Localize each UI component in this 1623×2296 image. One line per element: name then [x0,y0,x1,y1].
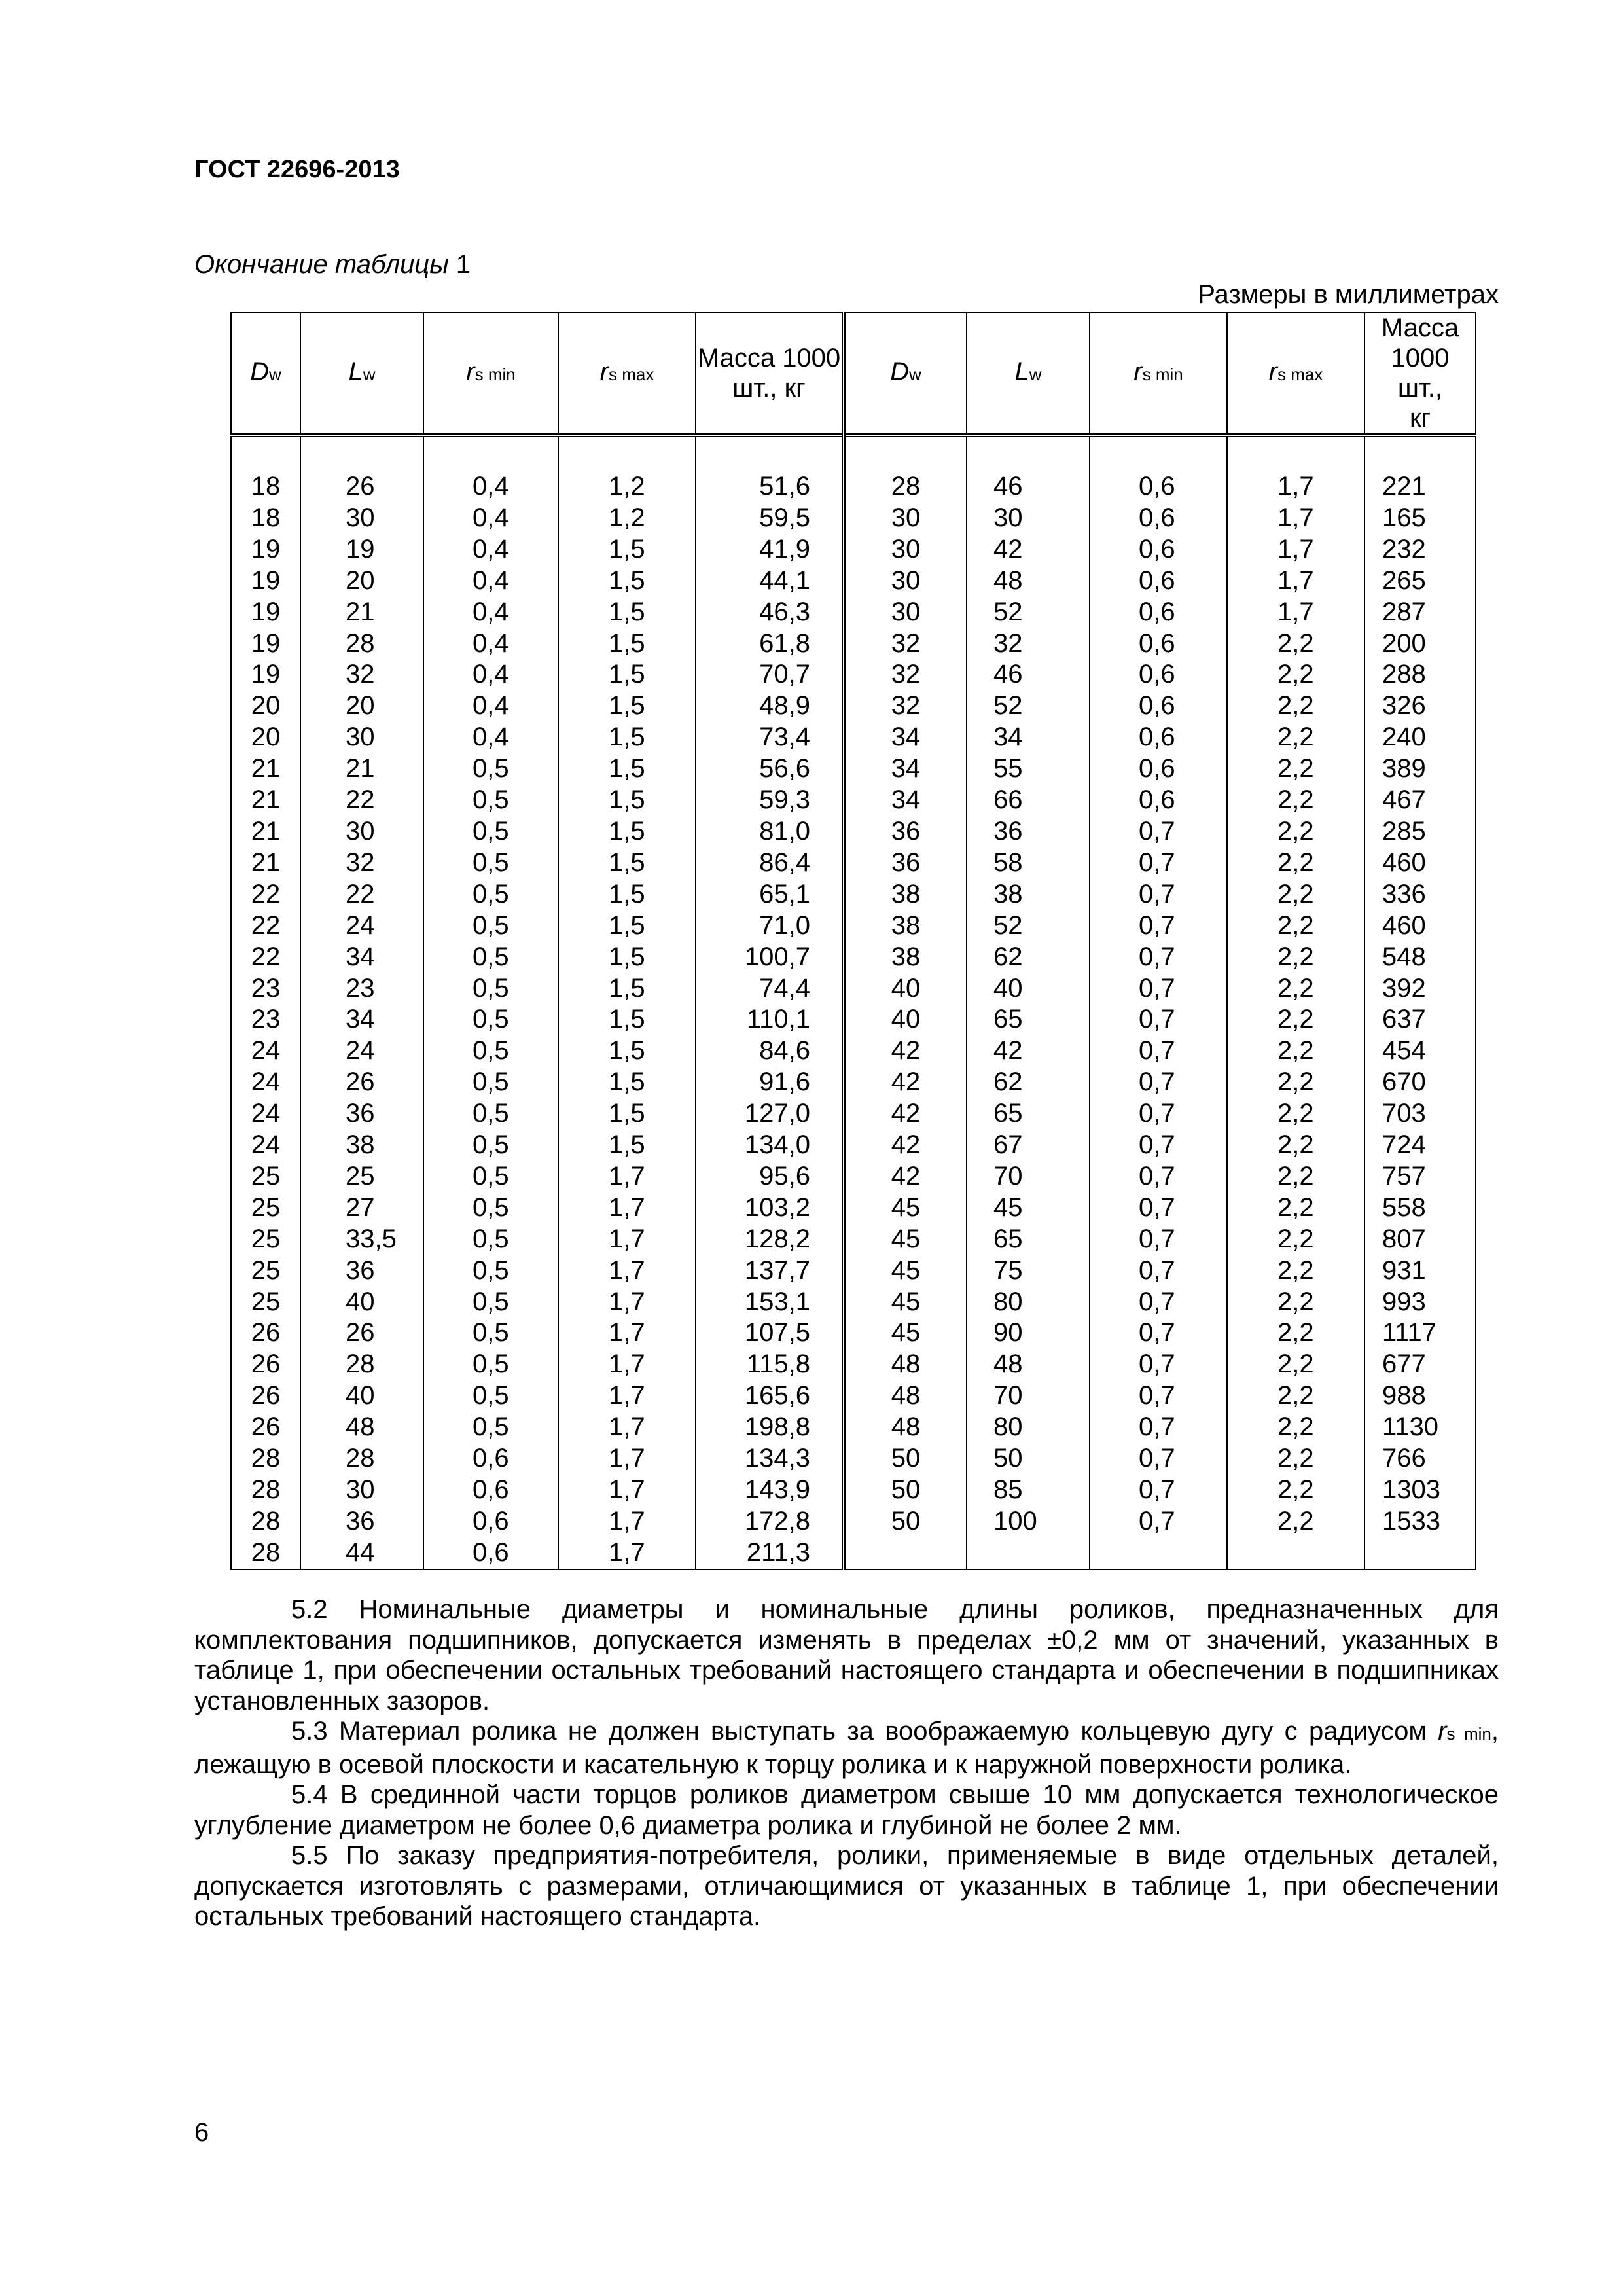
table-body-row [231,435,1476,1570]
header-mass-right: Масса 1000 шт., кг [1364,312,1476,435]
header-mass-left: Масса 1000 шт., кг [696,312,844,435]
header-dw-left: Dw [231,312,300,435]
body-text [194,1594,1499,1932]
table-caption-text: Окончание таблицы [194,250,449,279]
col-lw-right: 46 30 42 48 52 32 46 52 34 55 66 36 58 38 52 62 40 65 42 62 65 67 70 45 65 75 80 90 48 70 80 50 85 100 [967,435,1090,1570]
header-rsmin-right: rs min [1090,312,1227,435]
col-dw-left: 18 18 19 19 19 19 19 20 20 21 21 21 21 22 22 22 23 23 24 24 24 24 25 25 25 25 25 26 26 26 26 28 28 28 28 [231,435,300,1570]
header-rsmax-right: rs max [1227,312,1364,435]
table-caption-number: 1 [455,250,471,279]
col-rsmax-left: 1,2 1,2 1,5 1,5 1,5 1,5 1,5 1,5 1,5 1,5 1,5 1,5 1,5 1,5 1,5 1,5 1,5 1,5 1,5 1,5 1,5 1,5 1,7 1,7 1,7 1,7 1,7 1,7 1,7 1,7 1,7 1,7 1,7 1,7 1,7 [558,435,696,1570]
header-rsmin-left: rs min [423,312,558,435]
header-lw-right: Lw [967,312,1090,435]
col-dw-right: 28 30 30 30 30 32 32 32 34 34 34 36 36 38 38 38 40 40 42 42 42 42 42 45 45 45 45 45 48 48 48 50 50 50 [844,435,967,1570]
dimensions-table [230,312,1476,1570]
units-note: Размеры в миллиметрах [1198,280,1499,309]
header-rsmax-left: rs max [558,312,696,435]
paragraph-5-5: 5.5 По заказу предприятия-потребителя, ролики, применяемые в виде отдельных деталей, допускается изготовлять с размерами, отличающимися от указанных в таблице 1, при обеспечении остальных требований настоящего стандарта. [194,1841,1499,1931]
col-rsmin-right: 0,6 0,6 0,6 0,6 0,6 0,6 0,6 0,6 0,6 0,6 0,6 0,7 0,7 0,7 0,7 0,7 0,7 0,7 0,7 0,7 0,7 0,7 0,7 0,7 0,7 0,7 0,7 0,7 0,7 0,7 0,7 0,7 0,7 0,7 [1090,435,1227,1570]
paragraph-5-4: 5.4 В срединной части торцов роликов диаметром свыше 10 мм допускается технологическое углубление диаметром не более 0,6 диаметра ролика и глубиной не более 2 мм. [194,1780,1499,1840]
paragraph-5-3: 5.3 Материал ролика не должен выступать за воображаемую кольцевую дугу с радиусом rs min, лежащую в осевой плоскости и касательную к торцу ролика и к наружной поверхности ролика. [194,1717,1499,1779]
col-mass-left: 51,6 59,5 41,9 44,1 46,3 61,8 70,7 48,9 73,4 56,6 59,3 81,0 86,4 65,1 71,0 100,7 74,4 110,1 84,6 91,6 127,0 134,0 95,6 103,2 128,2 137,7 153,1 107,5 115,8 165,6 198,8 134,3 143,9 172,8 211,3 [696,435,844,1570]
col-rsmax-right: 1,7 1,7 1,7 1,7 1,7 2,2 2,2 2,2 2,2 2,2 2,2 2,2 2,2 2,2 2,2 2,2 2,2 2,2 2,2 2,2 2,2 2,2 2,2 2,2 2,2 2,2 2,2 2,2 2,2 2,2 2,2 2,2 2,2 2,2 [1227,435,1364,1570]
paragraph-5-2: 5.2 Номинальные диаметры и номинальные длины роликов, предназначенных для комплектования подшипников, допускается изменять в пределах ±0,2 мм от значений, указанных в таблице 1, при обеспечении остальных требований настоящего стандарта и обеспечении в подшипниках установленных зазоров. [194,1595,1499,1715]
table-header-row [231,312,1476,435]
col-mass-right: 221 165 232 265 287 200 288 326 240 389 467 285 460 336 460 548 392 637 454 670 703 724 757 558 807 931 993 1117 677 988 1130 766 1303 1533 [1364,435,1476,1570]
page-number: 6 [194,2118,209,2147]
table-caption [194,250,471,279]
standard-code: ГОСТ 22696-2013 [194,156,400,183]
header-dw-right: Dw [844,312,967,435]
col-rsmin-left: 0,4 0,4 0,4 0,4 0,4 0,4 0,4 0,4 0,4 0,5 0,5 0,5 0,5 0,5 0,5 0,5 0,5 0,5 0,5 0,5 0,5 0,5 0,5 0,5 0,5 0,5 0,5 0,5 0,5 0,5 0,5 0,6 0,6 0,6 0,6 [423,435,558,1570]
col-lw-left: 26 30 19 20 21 28 32 20 30 21 22 30 32 22 24 34 23 34 24 26 36 38 25 27 33,5 36 40 26 28 40 48 28 30 36 44 [300,435,423,1570]
header-lw-left: Lw [300,312,423,435]
